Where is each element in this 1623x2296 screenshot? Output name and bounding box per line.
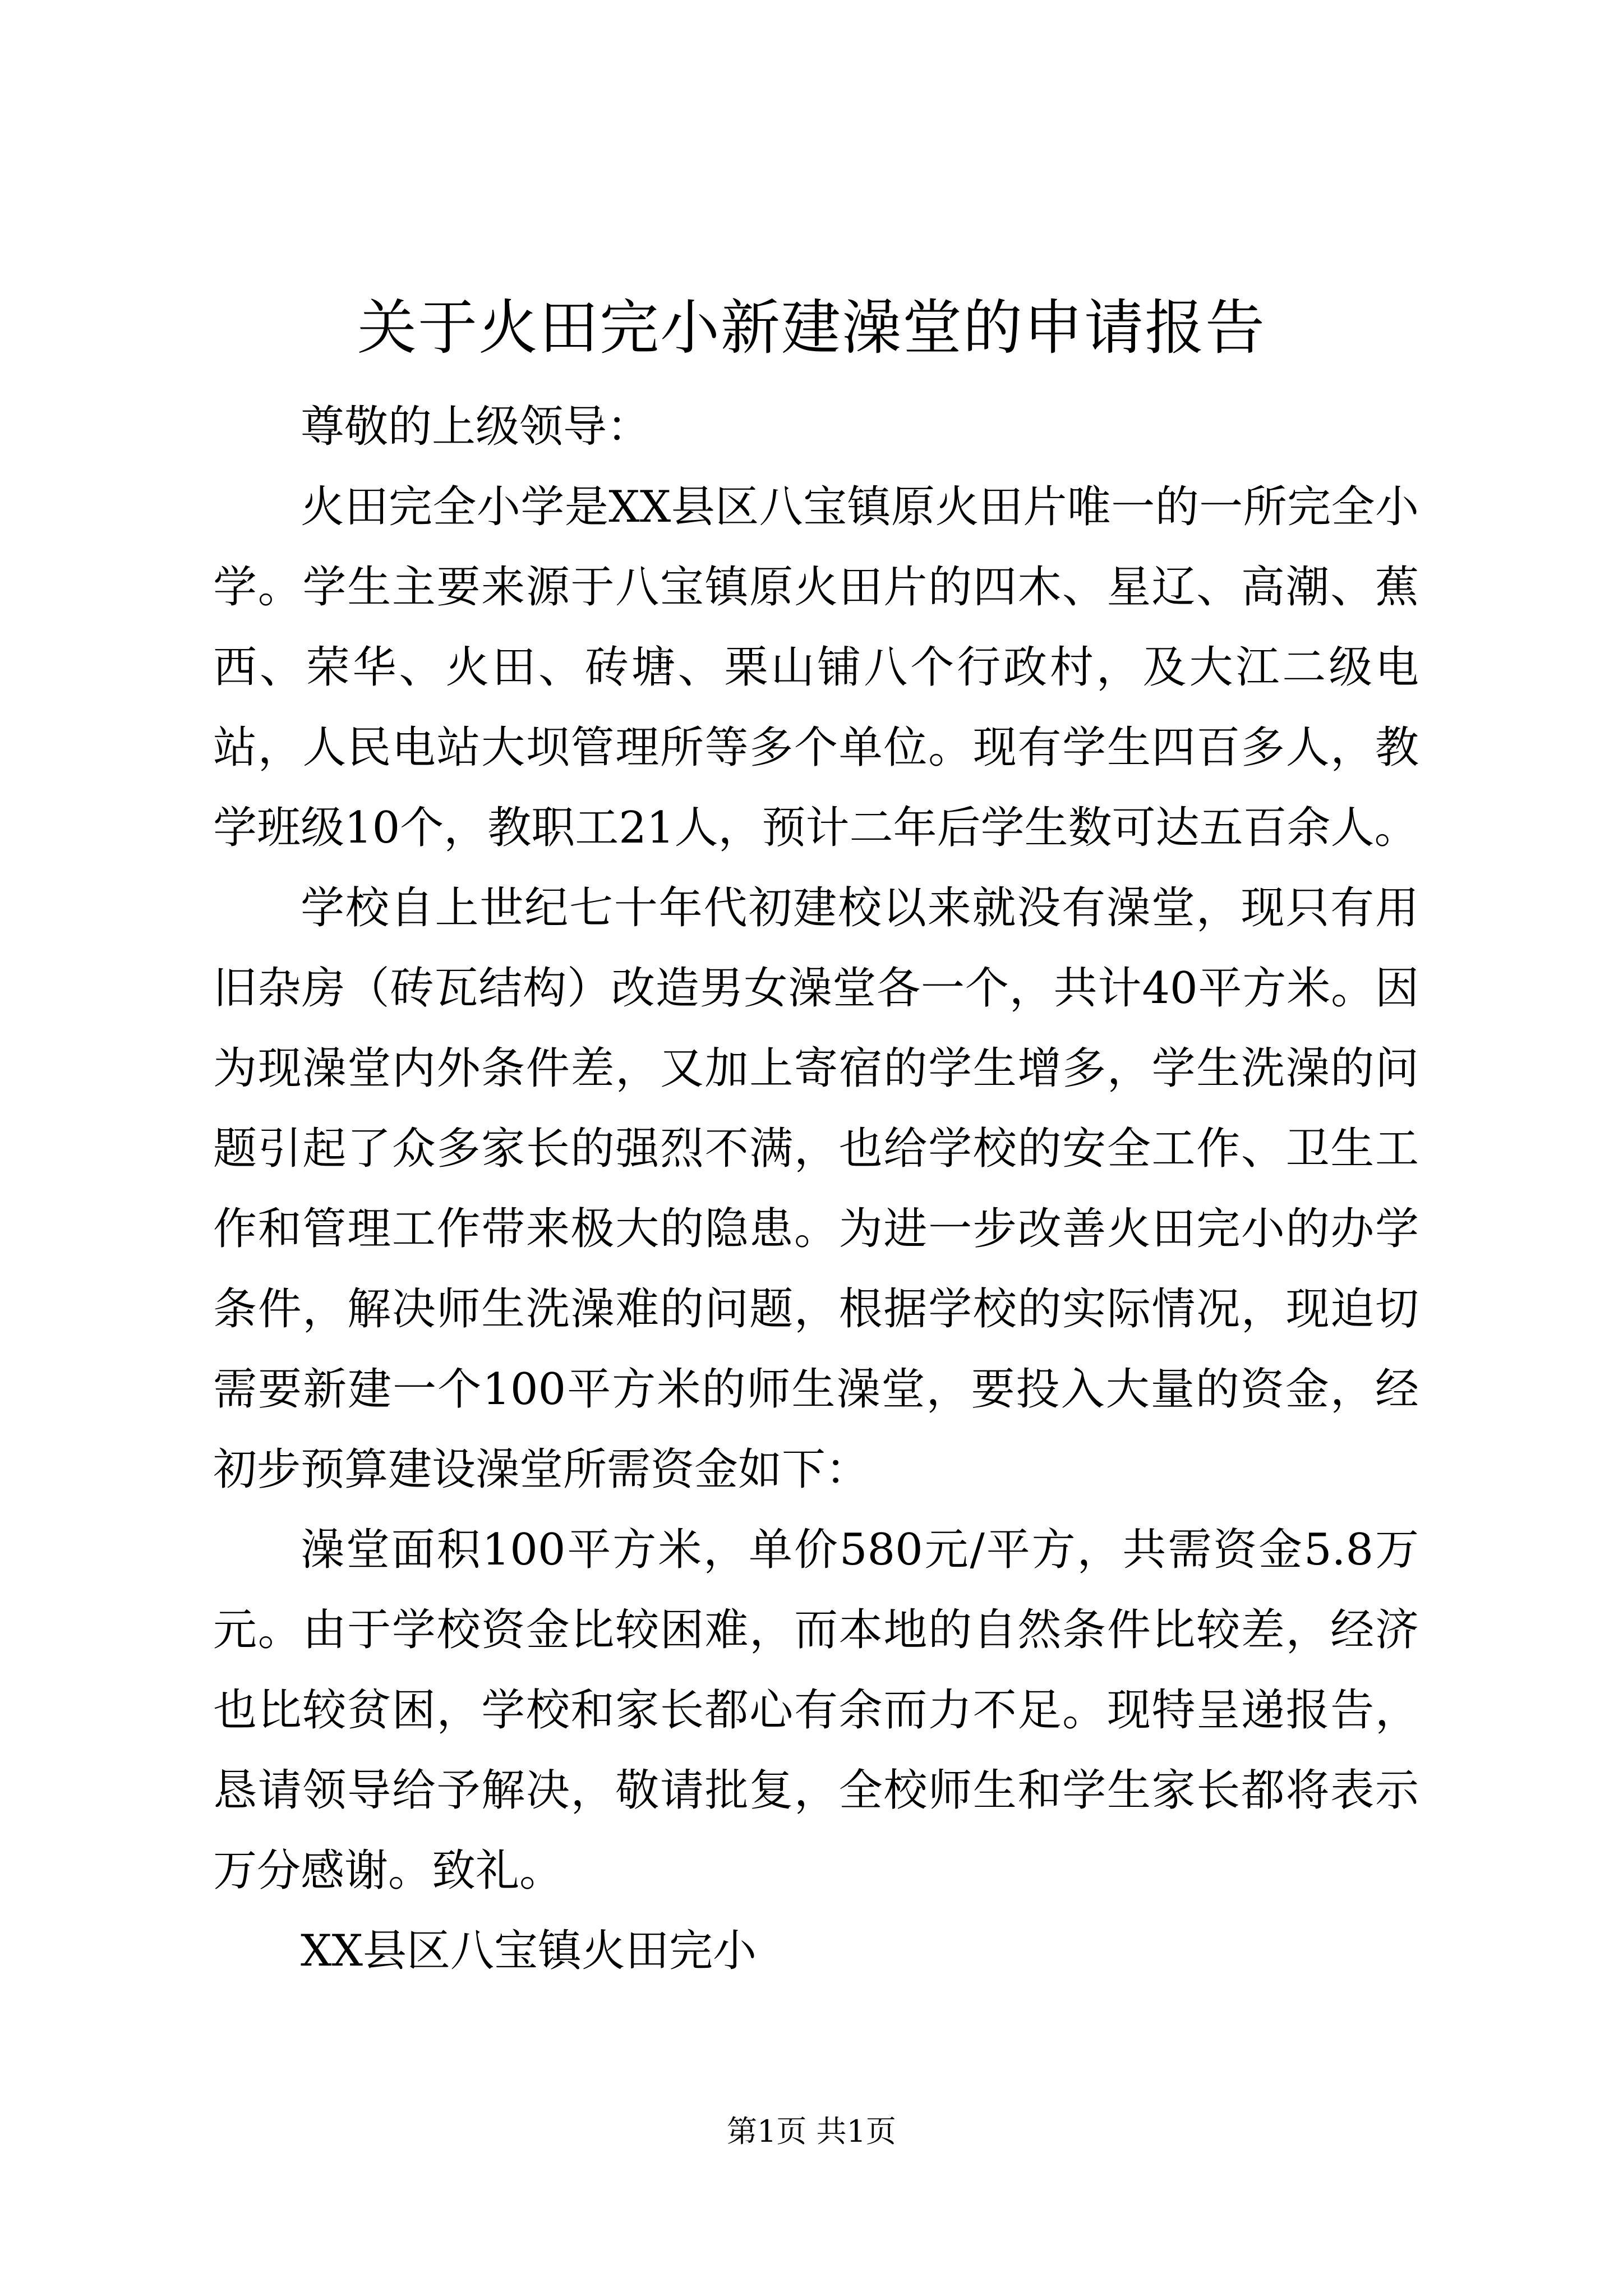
salutation: 尊敬的上级领导： [301, 402, 651, 452]
signature: XX县区八宝镇火田完小 [301, 1926, 757, 1976]
page-footer: 第1页 共1页 [727, 2114, 896, 2149]
paragraph-intro: 火田完全小学是XX县区八宝镇原火田片唯一的一所完全小学。学生主要来源于八宝镇原火田片的四木、星辽、高潮、蕉西、荣华、火田、砖塘、栗山铺八个行政村，及大江二级电站，人民电站大坝管理所等多个单位。现有学生四百多人，教学班级10个，教职工21人，预计二年后学生数可达五百余人。 [213, 482, 1419, 853]
paragraph-situation: 学校自上世纪七十年代初建校以来就没有澡堂，现只有用旧杂房（砖瓦结构）改造男女澡堂各一个，共计40平方米。因为现澡堂内外条件差，又加上寄宿的学生增多，学生洗澡的问题引起了众多家长的强烈不满，也给学校的安全工作、卫生工作和管理工作带来极大的隐患。为进一步改善火田完小的办学条件，解决师生洗澡难的问题，根据学校的实际情况，现迫切需要新建一个100平方米的师生澡堂，要投入大量的资金，经初步预算建设澡堂所需资金如下： [213, 883, 1419, 1495]
document-body [213, 387, 1419, 1991]
paragraph-budget: 澡堂面积100平方米，单价580元/平方，共需资金5.8万元。由于学校资金比较困难，而本地的自然条件比较差，经济也比较贫困，学校和家长都心有余而力不足。现特呈递报告，恳请领导给予解决，敬请批复，全校师生和学生家长都将表示万分感谢。致礼。 [213, 1525, 1419, 1896]
document-title: 关于火田完小新建澡堂的申请报告 [357, 293, 1266, 362]
